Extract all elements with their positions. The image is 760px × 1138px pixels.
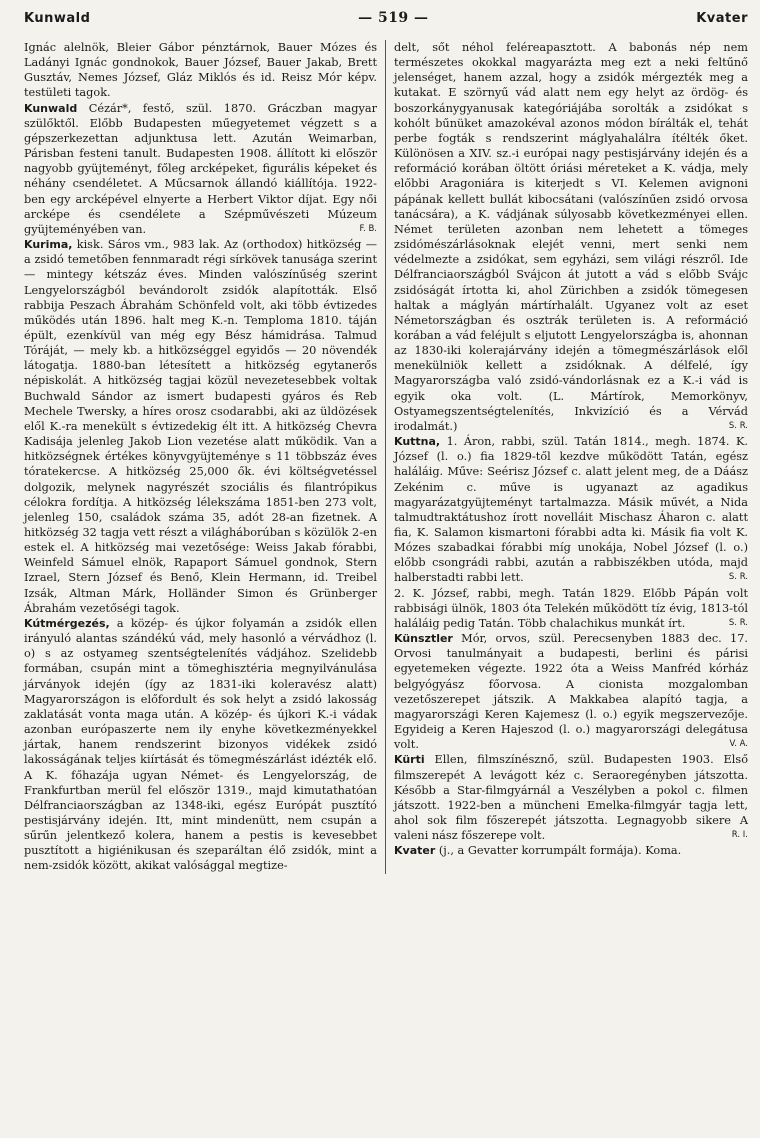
entry-text: 2. K. József, rabbi, megh. Tatán 1829. Előbb Pápán volt rabbisági ülnök, 1803 óta Telekén működött tíz évig, 1813-tól haláláig pedig Tatán. Több chalachikus munkát írt. [394,586,748,630]
entry-headword: Kurima, [24,238,73,252]
author-signature: F. B. [359,223,377,234]
entry-headword: Kürti [394,753,425,767]
author-signature: R. I. [731,830,748,841]
header-left-word: Kunwald [24,11,91,26]
entry-headword: Kvater [394,844,436,858]
entry-headword: Künsztler [394,632,453,646]
entry-text: a közép- és újkor folyamán a zsidók ellen irányuló alantas szándékú vád, mely hasonló a vérvádhoz (l. o) s az ostyameg szentségtelenítés vádjához. Szelidebb formában, csupán mint a tömeghisztéria megnyilvánulása járványok idején (így az 1831-iki koleravész alatt) Magyarországon is előfordult és sok helyt a zsidó lakosság zaklatását vonta maga után. A közép- és újkori K.-i vádak azonban európaszerte nem ily enyhe következményekkel jártak, hanem rendszerint bizonyos vidékek zsidó lakosságának teljes kiírtását és tömegmészárlást idézték elő. A K. főhazája ugyan Német- és Lengyelország, de Frankfurtban merül fel először 1319., majd kimutathatóan Délfranciaországban az 1348-iki, egész Európát pusztító pestisjárvány idején. Itt, mint mindenütt, nem csupán a sűrűn jelentkező kolera, hanem a pestis is kevesebbet pusztított a higiénikusan és szeparáltan élő zsidók, mint a nem-zsidók között, akikat valósággal megtize- [24,616,378,873]
entry-headword: Kútmérgezés, [24,616,110,630]
entry-headword: Kunwald [24,101,78,115]
author-signature: S. R. [728,572,748,583]
entry-paragraph [24,616,377,874]
entry-text: 1. Áron, rabbi, szül. Tatán 1814., megh. 1874. K. József (l. o.) fia 1829-től kezdve működött Tatán, egész haláláig. Műve: Seérisz József c. alatt jelent meg, de a Dáász Zekénim c. műve is ugyanazt az agadikus magyarázatgyüjteményt tartalmazza. Másik művét, a Nida talmudtraktátushoz írott novelláit Mischasz Áharon c. alatt fia, K. Salamon kismartoni fórabbi adta ki. Másik fia volt K. Mózes szabadkai fórabbi míg unokája, Nobel József (l. o.) előbb csongrádi rabbi, azután a rabbiszékben utóda, majd halberstadti rabbi lett. [394,435,749,585]
entry-text: Cézár*, festő, szül. 1870. Gráczban magyar szülőktől. Előbb Budapesten műegyetemet végzett s a gépszerkezettan adjunktusa lett. Azután Weimarban, Párisban festeni tanult. Budapesten 1908. állított ki először nagyobb gyüjteményt, főleg arcképeket, figurális képeket és néhány csendéletet. A Műcsarnok állandó kiállítója. 1922-ben egy arcképével elnyerte a Herbert Viktor díjat. Egy női arcképe és csendélete a Szépművészeti Múzeum gyüjteményében van. [24,101,377,236]
entry-text: Mór, orvos, szül. Perecsenyben 1883 dec. 17. Orvosi tanulmányait a budapesti, berlini és párisi egyetemeken végezte. 1922 óta a Weiss Manfréd kórház belgyógyász főorvosa. A cionista mozgalomban vezetőszerepet játszik. A Makkabea alapító tagja, a magyarországi Keren Kajemesz (l. o.) egyik megszervezője. Egyideig a Keren Hajeszod (l. o.) magyarországi delegátusa volt. [394,632,748,752]
entry-paragraph [394,434,748,586]
entry-text: Ellen, filmszínésznő, szül. Budapesten 1903. Első filmszerepét A levágott kéz c. Seraoregényben játszotta. Később a Star-filmgyárnál a Veszélyben a pokol c. filmen játszott. 1922-ben a müncheni Emelka-filmgyár tagja lett, ahol sok film főszerepét játszotta. Legnagyobb sikere A valeni nász főszerepe volt. [394,753,748,843]
entry-paragraph [394,843,748,858]
author-signature: V. A. [729,739,748,750]
left-column [24,40,386,874]
entry-paragraph [394,586,748,631]
entry-paragraph [394,631,748,752]
entry-paragraph [24,40,377,101]
author-signature: S. R. [728,617,748,628]
entry-headword: Kuttna, [394,435,441,449]
entry-text: (j., a Gevatter korrumpált formája). Koma. [438,844,682,858]
entry-paragraph [24,101,377,237]
entry-paragraph [394,40,748,434]
author-signature: S. R. [728,420,748,431]
page-number: — 519 — [358,10,429,26]
entry-text: Ignác alelnök, Bleier Gábor pénztárnok, Bauer Mózes és Ladányi Ignác gondnokok, Bauer József, Bauer Jakab, Brett Gusztáv, Nemes József, Gláz Miklós és id. Reisz Mór képv. testületi tagok. [24,41,377,100]
entry-text: kisk. Sáros vm., 983 lak. Az (orthodox) hitközség — a zsidó temetőben fennmaradt régi sírkövek tanusága szerint — mintegy kétszáz éves. Minden valószínűség szerint Lengyelországból bevándorolt zsidók alapították. Első rabbija Peszach Ábrahám Schönfeld volt, aki több évtizedes működés után 1896. halt meg K.-n. Temploma 1810. táján épült, ezenkívül van még egy Bész hámidrása. Talmud Tóráját, — mely kb. a hitközséggel egyidős — 20 növendék látogatja. 1880-ban létesített a hitközség egytanerős népiskolát. A hitközség tagjai közül nevezetesebbek voltak Buchwald Sándor az ismert budapesti gyáros és Reb Mechele Twersky, a híres orosz csodarabbi, aki az üldözések elől K.-ra menekült s évtizedekig élt itt. A hitközség Chevra Kadisája jelenleg Jakob Lion vezetése alatt működik. Van a hitközségnek értékes könyvgyüjteménye s 11 többszáz éves tóratekercse. A hitközség 25,000 ők. évi költségvetéssel dolgozik, melynek nagyrészét szociális és filantrópikus célokra fordítja. A hitközség lélekszáma 1851-ben 273 volt, jelenleg 150, családok száma 35, adót 28-an fizetnek. A hitközség 32 tagja vett részt a világháborúban s közülök 2-en estek el. A hitközség mai vezetősége: Weiss Jakab fórabbi, Weinfeld Sámuel elnök, Rapaport Sámuel gondnok, Stern Izrael, Stern József és Benő, Klein Hermann, id. Treibel Izsák, Altman Márk, Holländer Simon és Grünberger Ábrahám vezetőségi tagok. [24,238,378,615]
entry-paragraph [24,237,377,616]
header-right-word: Kvater [696,11,748,26]
running-header [24,10,748,32]
entry-text: delt, sőt néhol feléreapasztott. A babonás nép nem természetes okokkal magyarázta meg ezt a neki feltűnő jelenséget, hanem azzal, hogy a zsidók mérgezték meg a kutakat. E szörnyű vád alatt nem egy helyt az ördög- és boszorkánygyanusak kategóriájába sorolták a zsidókat s kohólt bűnüket amazokéval azonos módon bírálták el, tehát perbe fogták s rendszerint máglyahalálra ítélték őket. Különösen a XIV. sz.-i európai nagy pestisjárvány idején és a reformáció korában öltött óriási méreteket a K. vádja, mely előbbi Aragoniára is kiterjedt s VI. Kelemen avignoni pápának kellett bullát kibocsátani (valószínűen zsidó orvosa tanácsára), a K. vádjának súlyosabb következményei ellen. Német területen azonban nem lehetett a tömeges zsidómészárlásoknak elejét venni, mert senki nem védelmezte a zsidókat, sem egyházi, sem világi részről. Ide Délfranciaországból Svájcon át jutott a vád s előbb Svájc zsidóságát írtotta ki, ahol Zürichben a zsidók tömegesen haltak a máglyán mártírhalált. Ugyanez volt az eset Németországban és osztrák területen is. A reformáció korában a vád feléjult s eljutott Lengyelországba is, ahonnan az 1830-iki kolerajárvány idején a tömegmészárlások elől menekülniök kellett a zsidóknak. A délfelé, így Magyarországba való zsidó-vándorlásnak ez a K.-i vád is egyik oka volt. (L. Mártírok, Memorkönyv, Ostyamegszentségtelenítés, Inkvizíció és a Vérvád irodalmát.) [394,41,748,433]
text-columns [24,40,748,874]
right-column [386,40,748,874]
entry-paragraph [394,752,748,843]
